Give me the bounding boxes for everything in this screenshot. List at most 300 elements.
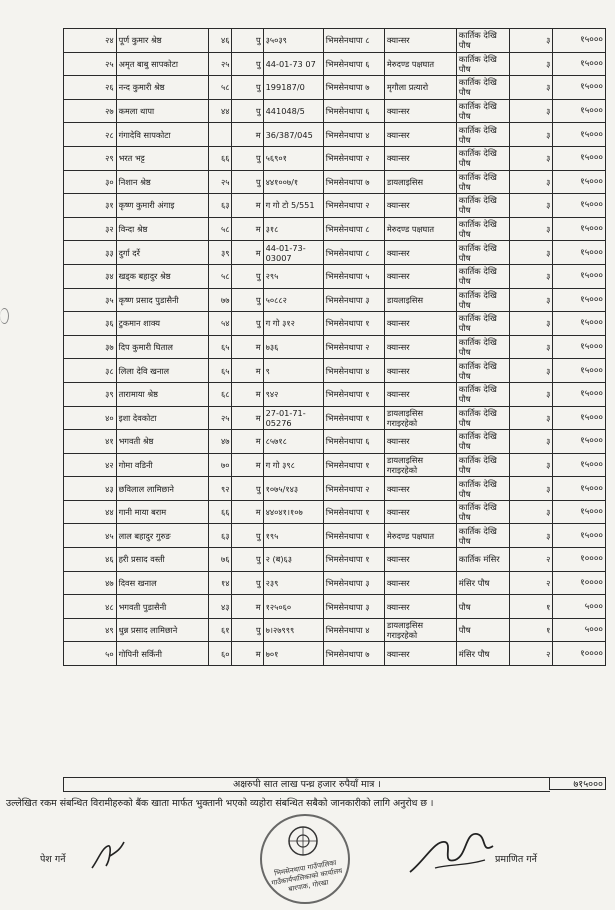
cell-disease: क्यान्सर xyxy=(384,194,456,218)
cell-period: कार्तिक देखि पौष xyxy=(456,123,510,147)
cell-addr: भिमसेनथापा ३ xyxy=(323,571,384,595)
cell-period: कार्तिक देखि पौष xyxy=(456,99,510,123)
cell-disease: मृगौला प्रत्यारो xyxy=(384,76,456,100)
cell-sex: पु xyxy=(232,29,263,53)
table-row xyxy=(64,288,606,312)
cell-period: कार्तिक देखि पौष xyxy=(456,406,510,430)
cell-addr: भिमसेनथापा २ xyxy=(323,335,384,359)
cell-name: भरत भट्ट xyxy=(116,146,208,170)
cell-age: ६३ xyxy=(208,524,232,548)
cell-name: दुर्गा दर्रे xyxy=(116,241,208,265)
cell-age: ५४ xyxy=(208,312,232,336)
cell-sex: म xyxy=(232,123,263,147)
cell-ctz: ९ xyxy=(263,359,323,383)
cell-sn: ४५ xyxy=(64,524,117,548)
cell-disease: क्यान्सर xyxy=(384,642,456,666)
cell-period: कार्तिक देखि पौष xyxy=(456,264,510,288)
cell-period: कार्तिक देखि पौष xyxy=(456,430,510,454)
cell-ctz: १२५०६० xyxy=(263,595,323,619)
cell-disease: क्यान्सर xyxy=(384,241,456,265)
cell-addr: भिमसेनथापा ८ xyxy=(323,241,384,265)
table-row xyxy=(64,477,606,501)
cell-sn: ५० xyxy=(64,642,117,666)
approver-label: प्रमाणित गर्ने xyxy=(495,854,537,865)
cell-amt: १५००० xyxy=(553,288,606,312)
cell-disease: क्यान्सर xyxy=(384,264,456,288)
table-row xyxy=(64,359,606,383)
cell-name: तारामाया श्रेष्ठ xyxy=(116,382,208,406)
cell-period: कार्तिक देखि पौष xyxy=(456,29,510,53)
table-row xyxy=(64,194,606,218)
cell-addr: भिमसेनथापा ७ xyxy=(323,76,384,100)
cell-name: धुन्न प्रसाद लामिछाने xyxy=(116,618,208,642)
cell-disease: क्यान्सर xyxy=(384,548,456,572)
cell-inst: ३ xyxy=(510,430,553,454)
cell-disease: क्यान्सर xyxy=(384,430,456,454)
cell-age: ७७ xyxy=(208,288,232,312)
cell-name: गंगादेवि सापकोटा xyxy=(116,123,208,147)
cell-ctz: ८५७१८ xyxy=(263,430,323,454)
table-row xyxy=(64,453,606,477)
cell-ctz: १९५ xyxy=(263,524,323,548)
cell-inst: ३ xyxy=(510,477,553,501)
cell-sex: म xyxy=(232,406,263,430)
cell-amt: १५००० xyxy=(553,29,606,53)
cell-sex: पु xyxy=(232,571,263,595)
total-amount: ७१५००० xyxy=(549,777,606,790)
page-edge-mark xyxy=(0,308,9,324)
table-row xyxy=(64,29,606,53)
cell-inst: ३ xyxy=(510,170,553,194)
cell-period: कार्तिक देखि पौष xyxy=(456,76,510,100)
cell-addr: भिमसेनथापा ७ xyxy=(323,642,384,666)
cell-name: खड्क बहादुर श्रेष्ठ xyxy=(116,264,208,288)
cell-disease: क्यान्सर xyxy=(384,123,456,147)
cell-disease: डायलाइसिस गराइरहेको xyxy=(384,618,456,642)
cell-sn: २७ xyxy=(64,99,117,123)
cell-sn: ४६ xyxy=(64,548,117,572)
cell-amt: १०००० xyxy=(553,548,606,572)
cell-inst: ३ xyxy=(510,312,553,336)
cell-inst: ३ xyxy=(510,382,553,406)
cell-age: ५८ xyxy=(208,217,232,241)
cell-period: कार्तिक मंसिर xyxy=(456,548,510,572)
cell-age: ६६ xyxy=(208,146,232,170)
cell-name: छविलाल लामिछाने xyxy=(116,477,208,501)
cell-sex: पु xyxy=(232,312,263,336)
cell-sex: पु xyxy=(232,52,263,76)
table-row xyxy=(64,642,606,666)
cell-age: ६५ xyxy=(208,359,232,383)
cell-inst: २ xyxy=(510,548,553,572)
cell-age: ६५ xyxy=(208,335,232,359)
cell-inst: ३ xyxy=(510,194,553,218)
office-seal xyxy=(252,812,362,902)
cell-age: ४७ xyxy=(208,430,232,454)
cell-addr: भिमसेनथापा २ xyxy=(323,194,384,218)
cell-ctz: ग गो ३९८ xyxy=(263,453,323,477)
cell-sn: ३० xyxy=(64,170,117,194)
cell-sn: ३५ xyxy=(64,288,117,312)
cell-name: दिप कुमारी घिताल xyxy=(116,335,208,359)
cell-sn: ४३ xyxy=(64,477,117,501)
cell-age: ७० xyxy=(208,453,232,477)
cell-inst: ३ xyxy=(510,288,553,312)
cell-period: कार्तिक देखि पौष xyxy=(456,194,510,218)
cell-ctz: ५६९०१ xyxy=(263,146,323,170)
cell-ctz: ४४१००७/१ xyxy=(263,170,323,194)
table-row xyxy=(64,99,606,123)
cell-amt: १५००० xyxy=(553,123,606,147)
cell-ctz: ७०१ xyxy=(263,642,323,666)
cell-sex: म xyxy=(232,382,263,406)
cell-name: गोमा वडिनी xyxy=(116,453,208,477)
cell-name: लिला देवि खनाल xyxy=(116,359,208,383)
cell-amt: १५००० xyxy=(553,359,606,383)
cell-name: भगवती पुडासैनी xyxy=(116,595,208,619)
cell-period: कार्तिक देखि पौष xyxy=(456,524,510,548)
table-row xyxy=(64,52,606,76)
cell-amt: १५००० xyxy=(553,335,606,359)
cell-sn: ४४ xyxy=(64,500,117,524)
cell-age: ४६ xyxy=(208,29,232,53)
cell-inst: २ xyxy=(510,571,553,595)
cell-name: पूर्ण कुमार श्रेष्ठ xyxy=(116,29,208,53)
cell-addr: भिमसेनथापा ८ xyxy=(323,217,384,241)
cell-addr: भिमसेनथापा ५ xyxy=(323,264,384,288)
seal-emblem-icon xyxy=(286,824,320,858)
cell-sn: २९ xyxy=(64,146,117,170)
cell-disease: क्यान्सर xyxy=(384,595,456,619)
cell-age: ६६ xyxy=(208,500,232,524)
cell-amt: १५००० xyxy=(553,312,606,336)
cell-period: कार्तिक देखि पौष xyxy=(456,288,510,312)
cell-sex: पु xyxy=(232,264,263,288)
cell-ctz: २९५ xyxy=(263,264,323,288)
cell-period: कार्तिक देखि पौष xyxy=(456,382,510,406)
cell-sn: ३७ xyxy=(64,335,117,359)
cell-amt: १५००० xyxy=(553,99,606,123)
cell-period: कार्तिक देखि पौष xyxy=(456,312,510,336)
table-row xyxy=(64,146,606,170)
cell-ctz: ३१८ xyxy=(263,217,323,241)
cell-sex: म xyxy=(232,430,263,454)
table-body xyxy=(64,29,606,666)
cell-amt: १५००० xyxy=(553,217,606,241)
cell-sn: ४९ xyxy=(64,618,117,642)
table-row xyxy=(64,312,606,336)
cell-period: कार्तिक देखि पौष xyxy=(456,52,510,76)
cell-amt: १५००० xyxy=(553,146,606,170)
cell-disease: डायलाइसिस xyxy=(384,170,456,194)
cell-name: टुकमान शाक्य xyxy=(116,312,208,336)
cell-addr: भिमसेनथापा ४ xyxy=(323,618,384,642)
cell-addr: भिमसेनथापा १ xyxy=(323,500,384,524)
cell-amt: १०००० xyxy=(553,642,606,666)
cell-disease: क्यान्सर xyxy=(384,335,456,359)
cell-sex: म xyxy=(232,241,263,265)
cell-period: मंसिर पौष xyxy=(456,642,510,666)
table-row xyxy=(64,500,606,524)
cell-name: निशान श्रेष्ठ xyxy=(116,170,208,194)
cell-name: विन्दा श्रेष्ठ xyxy=(116,217,208,241)
cell-disease: क्यान्सर xyxy=(384,382,456,406)
cell-sn: ४२ xyxy=(64,453,117,477)
note-text: उल्लेखित रकम संबन्धित विरामीहरुको बैंक खाता मार्फत भुक्तानी भएको व्यहोरा संबन्धित सबैको जानकारीको लागि अनुरोध छ । xyxy=(6,798,434,809)
cell-period: कार्तिक देखि पौष xyxy=(456,241,510,265)
table-row xyxy=(64,217,606,241)
cell-addr: भिमसेनथापा ४ xyxy=(323,359,384,383)
cell-ctz: २ (ब)६३ xyxy=(263,548,323,572)
cell-amt: १५००० xyxy=(553,477,606,501)
cell-addr: भिमसेनथापा ४ xyxy=(323,123,384,147)
seal-text: भिमसेनथापा गाउँपालिका गाउँकार्यपालिकाको कार्यालय बारपाक, गोरखा xyxy=(270,858,343,894)
cell-addr: भिमसेनथापा ६ xyxy=(323,430,384,454)
cell-age: ६० xyxy=(208,642,232,666)
cell-sex: पु xyxy=(232,288,263,312)
table-row xyxy=(64,123,606,147)
cell-ctz: 199187/0 xyxy=(263,76,323,100)
table-row xyxy=(64,170,606,194)
approver-signature-icon xyxy=(405,820,500,880)
cell-amt: १५००० xyxy=(553,52,606,76)
table-row xyxy=(64,524,606,548)
cell-amt: १५००० xyxy=(553,194,606,218)
cell-age: २५ xyxy=(208,170,232,194)
cell-inst: ३ xyxy=(510,76,553,100)
cell-name: दिवस खनाल xyxy=(116,571,208,595)
cell-sex: पु xyxy=(232,548,263,572)
cell-addr: भिमसेनथापा १ xyxy=(323,524,384,548)
cell-amt: १५००० xyxy=(553,524,606,548)
cell-disease: मेरुदण्ड पक्षघात xyxy=(384,524,456,548)
cell-ctz: ७३६ xyxy=(263,335,323,359)
cell-age: ४३ xyxy=(208,595,232,619)
cell-inst: ३ xyxy=(510,500,553,524)
cell-name: भगवती श्रेष्ठ xyxy=(116,430,208,454)
cell-name: अमृत बाबु सापकोटा xyxy=(116,52,208,76)
cell-age: ५८ xyxy=(208,264,232,288)
cell-inst: ३ xyxy=(510,359,553,383)
cell-addr: भिमसेनथापा १ xyxy=(323,312,384,336)
cell-sn: ४७ xyxy=(64,571,117,595)
cell-inst: ३ xyxy=(510,29,553,53)
cell-sn: ४० xyxy=(64,406,117,430)
cell-age: ३९ xyxy=(208,241,232,265)
cell-age: ६१ xyxy=(208,618,232,642)
cell-period: कार्तिक देखि पौष xyxy=(456,335,510,359)
cell-sex: म xyxy=(232,453,263,477)
cell-sex: पु xyxy=(232,170,263,194)
cell-period: कार्तिक देखि पौष xyxy=(456,453,510,477)
cell-sex: म xyxy=(232,595,263,619)
cell-disease: डायलाइसिस गराइरहेको xyxy=(384,406,456,430)
cell-age: ४४ xyxy=(208,99,232,123)
cell-disease: क्यान्सर xyxy=(384,500,456,524)
cell-sex: पु xyxy=(232,618,263,642)
cell-age: ६८ xyxy=(208,382,232,406)
cell-name: गोपिनी सर्किनी xyxy=(116,642,208,666)
cell-inst: ३ xyxy=(510,264,553,288)
cell-ctz: ३५०३९ xyxy=(263,29,323,53)
cell-amt: १५००० xyxy=(553,382,606,406)
cell-name: कृष्ण कुमारी अंगाइ xyxy=(116,194,208,218)
cell-amt: १५००० xyxy=(553,264,606,288)
cell-inst: ३ xyxy=(510,52,553,76)
cell-addr: भिमसेनथापा २ xyxy=(323,477,384,501)
table-row xyxy=(64,548,606,572)
cell-disease: क्यान्सर xyxy=(384,312,456,336)
cell-period: कार्तिक देखि पौष xyxy=(456,146,510,170)
cell-sex: म xyxy=(232,359,263,383)
cell-ctz: ४४०४१।१०७ xyxy=(263,500,323,524)
cell-addr: भिमसेनथापा २ xyxy=(323,146,384,170)
cell-inst: ३ xyxy=(510,146,553,170)
cell-sn: २८ xyxy=(64,123,117,147)
cell-sex: म xyxy=(232,500,263,524)
cell-ctz: ९४२ xyxy=(263,382,323,406)
cell-period: कार्तिक देखि पौष xyxy=(456,217,510,241)
cell-name: नन्द कुमारी श्रेष्ठ xyxy=(116,76,208,100)
cell-disease: मेरुदण्ड पक्षघात xyxy=(384,52,456,76)
cell-sex: पु xyxy=(232,477,263,501)
cell-age: ९२ xyxy=(208,477,232,501)
cell-inst: १ xyxy=(510,595,553,619)
cell-addr: भिमसेनथापा ६ xyxy=(323,99,384,123)
table-row xyxy=(64,571,606,595)
cell-disease: डायलाइसिस xyxy=(384,288,456,312)
cell-sex: पु xyxy=(232,146,263,170)
cell-disease: क्यान्सर xyxy=(384,146,456,170)
cell-disease: क्यान्सर xyxy=(384,29,456,53)
cell-amt: १५००० xyxy=(553,453,606,477)
cell-addr: भिमसेनथापा ३ xyxy=(323,288,384,312)
cell-ctz: 44-01-73-03007 xyxy=(263,241,323,265)
cell-sn: ३१ xyxy=(64,194,117,218)
cell-inst: ३ xyxy=(510,453,553,477)
cell-sn: २५ xyxy=(64,52,117,76)
cell-inst: ३ xyxy=(510,241,553,265)
cell-ctz: 44-01-73 07 xyxy=(263,52,323,76)
table-row xyxy=(64,430,606,454)
cell-inst: ३ xyxy=(510,406,553,430)
cell-age: २५ xyxy=(208,406,232,430)
cell-addr: भिमसेनथापा १ xyxy=(323,406,384,430)
cell-sex: पु xyxy=(232,99,263,123)
cell-amt: १५००० xyxy=(553,430,606,454)
cell-age xyxy=(208,123,232,147)
presenter-label: पेश गर्ने xyxy=(40,854,66,865)
table-row xyxy=(64,241,606,265)
cell-amt: १५००० xyxy=(553,500,606,524)
cell-period: पौष xyxy=(456,618,510,642)
cell-disease: क्यान्सर xyxy=(384,359,456,383)
cell-sn: २६ xyxy=(64,76,117,100)
table-row xyxy=(64,406,606,430)
cell-sn: ४१ xyxy=(64,430,117,454)
cell-age: ७६ xyxy=(208,548,232,572)
cell-sex: पु xyxy=(232,524,263,548)
cell-amt: १५००० xyxy=(553,241,606,265)
table-row xyxy=(64,76,606,100)
cell-name: कृष्ण प्रसाद पुडासैनी xyxy=(116,288,208,312)
presenter-signature-icon xyxy=(88,838,128,874)
cell-sn: ३६ xyxy=(64,312,117,336)
cell-sex: म xyxy=(232,335,263,359)
cell-addr: भिमसेनथापा ८ xyxy=(323,29,384,53)
cell-name: कमला थापा xyxy=(116,99,208,123)
cell-amt: १५००० xyxy=(553,76,606,100)
cell-sn: ३८ xyxy=(64,359,117,383)
cell-name: हरी प्रसाद वस्ती xyxy=(116,548,208,572)
cell-inst: ३ xyxy=(510,123,553,147)
cell-age: १४ xyxy=(208,571,232,595)
cell-period: कार्तिक देखि पौष xyxy=(456,477,510,501)
total-in-words: अक्षरुपी सात लाख पन्ध्र हजार रुपैयाँ मात्र । xyxy=(63,777,550,792)
cell-ctz: १०७५/१४३ xyxy=(263,477,323,501)
cell-inst: २ xyxy=(510,642,553,666)
table-row xyxy=(64,335,606,359)
cell-ctz: ग गो ३१२ xyxy=(263,312,323,336)
cell-sex: म xyxy=(232,217,263,241)
cell-age: २५ xyxy=(208,52,232,76)
cell-inst: ३ xyxy=(510,335,553,359)
cell-addr: भिमसेनथापा ७ xyxy=(323,170,384,194)
cell-name: गानी माया बराम xyxy=(116,500,208,524)
cell-sn: ३२ xyxy=(64,217,117,241)
cell-inst: ३ xyxy=(510,524,553,548)
cell-ctz: 27-01-71-05276 xyxy=(263,406,323,430)
cell-age: ५८ xyxy=(208,76,232,100)
cell-sex: म xyxy=(232,194,263,218)
cell-disease: क्यान्सर xyxy=(384,477,456,501)
cell-inst: ३ xyxy=(510,99,553,123)
cell-period: पौष xyxy=(456,595,510,619)
cell-inst: १ xyxy=(510,618,553,642)
cell-amt: ५००० xyxy=(553,595,606,619)
cell-sn: ४८ xyxy=(64,595,117,619)
cell-ctz: ७।२७९९९ xyxy=(263,618,323,642)
cell-disease: डायलाइसिस गराइरहेको xyxy=(384,453,456,477)
cell-ctz: २३९ xyxy=(263,571,323,595)
cell-period: कार्तिक देखि पौष xyxy=(456,500,510,524)
cell-disease: क्यान्सर xyxy=(384,99,456,123)
table-row xyxy=(64,382,606,406)
cell-age: ६३ xyxy=(208,194,232,218)
cell-name: लाल बहादुर गुरुङ xyxy=(116,524,208,548)
table-row xyxy=(64,618,606,642)
cell-sex: म xyxy=(232,642,263,666)
cell-sex: पु xyxy=(232,76,263,100)
cell-period: मंसिर पौष xyxy=(456,571,510,595)
cell-ctz: 36/387/045 xyxy=(263,123,323,147)
cell-amt: ५००० xyxy=(553,618,606,642)
table-row xyxy=(64,264,606,288)
cell-ctz: ग गो टो 5/551 xyxy=(263,194,323,218)
cell-sn: २४ xyxy=(64,29,117,53)
cell-amt: १०००० xyxy=(553,571,606,595)
cell-disease: क्यान्सर xyxy=(384,571,456,595)
cell-amt: १५००० xyxy=(553,406,606,430)
cell-addr: भिमसेनथापा ६ xyxy=(323,52,384,76)
cell-addr: भिमसेनथापा १ xyxy=(323,453,384,477)
cell-period: कार्तिक देखि पौष xyxy=(456,359,510,383)
cell-sn: ३९ xyxy=(64,382,117,406)
cell-addr: भिमसेनथापा १ xyxy=(323,548,384,572)
cell-ctz: 441048/5 xyxy=(263,99,323,123)
cell-sn: ३४ xyxy=(64,264,117,288)
cell-disease: मेरुदण्ड पक्षघात xyxy=(384,217,456,241)
